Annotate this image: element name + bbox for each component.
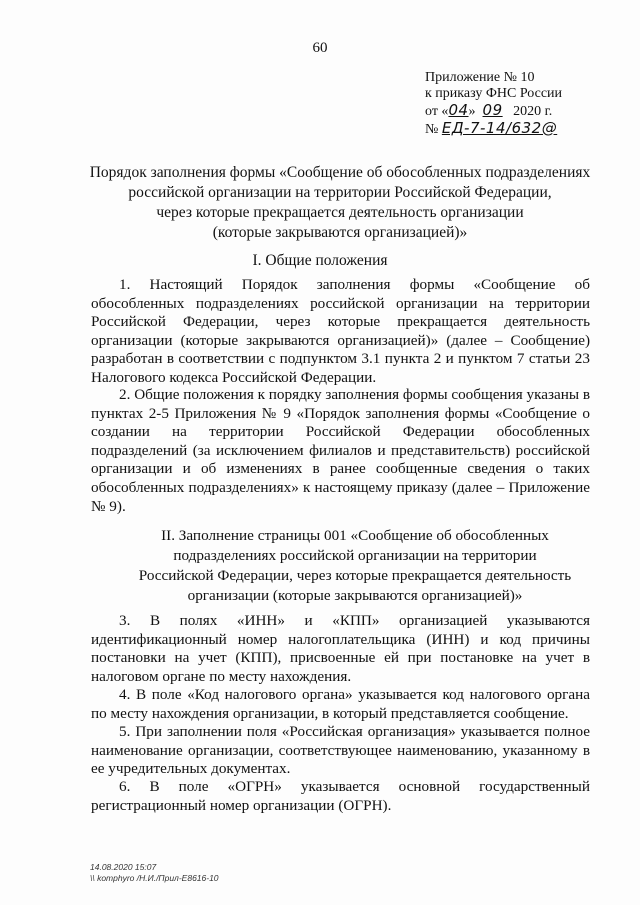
footer-stamp xyxy=(90,862,219,884)
paragraph-2: 2. Общие положения к порядку заполнения формы сообщения указаны в пунктах 2-5 Приложения № 9 «Порядок заполнения формы «Сообщение о создании на территории Российской Федерации обособленных подразделений (за исключением филиалов и представительств) российской организации и об изменениях в ранее сообщенные сведения о таких обособленных подразделениях» к настоящему приказу (далее – Приложение № 9). xyxy=(91,386,590,515)
paragraph-1: 1. Настоящий Порядок заполнения формы «Сообщение об обособленных подразделениях российской организации на территории Российской Федерации, через которые прекращается деятельность организации (которые закрываются организацией)» (далее – Сообщение) разработан в соответствии с подпунктом 3.1 пункта 2 и пунктом 7 статьи 23 Налогового кодекса Российской Федерации. xyxy=(91,276,590,386)
date-mid: » xyxy=(468,104,476,119)
appendix-order-ref: к приказу ФНС России xyxy=(425,86,563,101)
document-title xyxy=(70,163,610,243)
title-line: Порядок заполнения формы «Сообщение об обособленных подразделениях xyxy=(89,164,591,181)
section-2-heading xyxy=(95,526,615,606)
footer-path: \\ komphyro /Н.И./Прил-Е8616-10 xyxy=(90,873,219,883)
paragraph-4: 4. В поле «Код налогового органа» указывается код налогового органа по месту нахождения организации, в который представляется сообщение. xyxy=(91,686,590,722)
title-line: (которые закрываются организацией)» xyxy=(212,224,468,241)
date-prefix: от « xyxy=(425,104,449,119)
date-day: 04 xyxy=(448,101,469,119)
number-prefix: № xyxy=(425,122,439,137)
title-line: российской организации на территории Российской Федерации, xyxy=(128,184,552,201)
section-2-heading-line: II. Заполнение страницы 001 «Сообщение об обособленных xyxy=(161,527,549,544)
section-2-heading-line: подразделениях российской организации на территории xyxy=(173,547,537,564)
number-value: ЕД-7-14/632@ xyxy=(441,119,558,137)
paragraph-3: 3. В полях «ИНН» и «КПП» организацией указываются идентификационный номер налогоплательщика (ИНН) и код причины постановки на учет (КПП), присвоенные ей при постановке на учет в налоговом органе по месту нахождения. xyxy=(91,612,590,685)
paragraph-6: 6. В поле «ОГРН» указывается основной государственный регистрационный номер организации (ОГРН). xyxy=(91,778,590,814)
footer-timestamp: 14.08.2020 15:07 xyxy=(90,862,157,872)
date-year: 2020 г. xyxy=(513,104,553,119)
section-1-heading: I. Общие положения xyxy=(252,252,388,269)
section-2-heading-line: Российской Федерации, через которые прекращается деятельность xyxy=(138,567,572,584)
page-number: 60 xyxy=(312,40,328,56)
appendix-number xyxy=(425,120,625,138)
appendix-block xyxy=(425,70,625,138)
paragraph-5: 5. При заполнении поля «Российская организация» указывается полное наименование организации, соответствующее наименованию, указанному в ее учредительных документах. xyxy=(91,723,590,778)
appendix-date xyxy=(425,102,625,120)
section-2-heading-line: организации (которые закрываются организацией)» xyxy=(187,587,523,604)
date-month: 09 xyxy=(482,101,503,119)
appendix-title: Приложение № 10 xyxy=(425,70,535,85)
title-line: через которые прекращается деятельность организации xyxy=(156,204,524,221)
